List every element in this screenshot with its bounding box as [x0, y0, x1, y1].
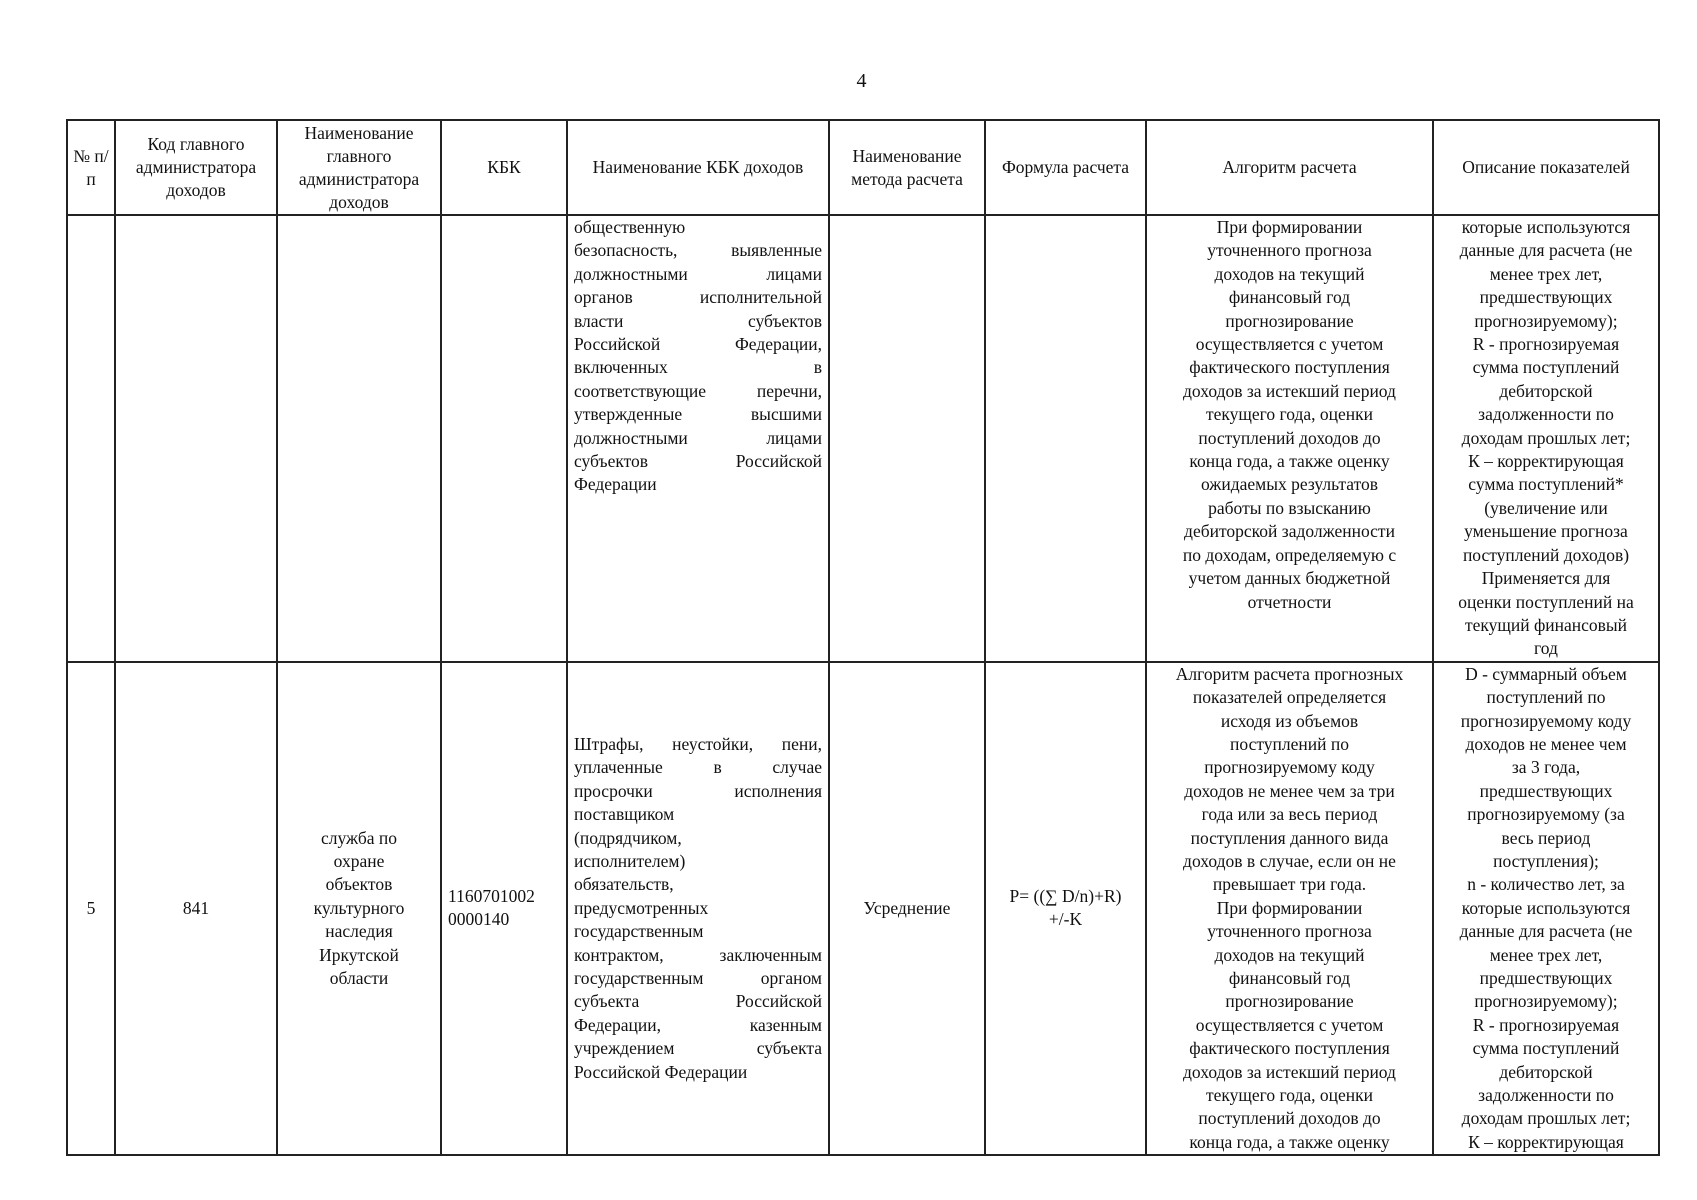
cell-text-line: R - прогнозируемая: [1472, 1014, 1620, 1035]
cell-description: [1433, 215, 1659, 662]
cell-text-line: государственным: [574, 921, 704, 942]
cell-text-line: культурного: [313, 897, 405, 918]
cell-text-line: доходов на текущий: [1214, 944, 1365, 965]
cell-text-line: 0000140: [448, 909, 510, 930]
cell-text-line: области: [329, 968, 389, 988]
cell-text-line: поступлений по: [1486, 687, 1606, 708]
cell-text-line: оценки поступлений на: [1458, 591, 1634, 612]
header-algorithm: Алгоритм расчета: [1146, 120, 1433, 215]
cell-text-line: охране: [333, 850, 385, 871]
cell-text-line: конца года, а также оценку: [1189, 1131, 1390, 1152]
cell-text-line: субъекта Российской: [574, 991, 822, 1012]
cell-text-line: субъектов Российской: [574, 451, 822, 472]
cell-text-line: соответствующие перечни,: [574, 380, 822, 401]
cell-method: [829, 215, 985, 662]
cell-text-line: исполнителем): [574, 850, 686, 871]
cell-text-line: При формировании: [1216, 897, 1363, 918]
cell-text-line: данные для расчета (не: [1459, 240, 1633, 261]
cell-text-line: дебиторской задолженности: [1184, 521, 1395, 542]
table-row-5: [67, 662, 1659, 1156]
cell-text-line: +/-K: [1048, 909, 1083, 930]
cell-text-line: работы по взысканию: [1208, 497, 1371, 518]
cell-text-line: D - суммарный объем: [1465, 663, 1627, 684]
cell-text-line: Алгоритм расчета прогнозных: [1175, 663, 1404, 684]
cell-kbk: [441, 662, 567, 1156]
cell-text-line: года или за весь период: [1201, 804, 1378, 825]
cell-text-line: Федерации, казенным: [574, 1014, 822, 1035]
cell-text-line: доходов на текущий: [1214, 263, 1365, 284]
cell-text-line: финансовый год: [1228, 968, 1351, 988]
cell-text-line: поступления данного вида: [1190, 827, 1389, 848]
cell-text-line: поступлений по: [1230, 733, 1349, 754]
cell-text-line: уплаченные в случае: [574, 757, 822, 778]
cell-text-line: сумма поступлений: [1472, 357, 1620, 378]
cell-text-line: поступлений доходов): [1462, 544, 1630, 565]
cell-text-line: поступлений доходов до: [1198, 427, 1381, 448]
cell-text-line: предшествующих: [1479, 287, 1613, 308]
cell-text-line: прогнозирование: [1225, 310, 1354, 331]
cell-text-line: P= ((∑ D/n)+R): [1009, 886, 1122, 907]
cell-text-line: Штрафы, неустойки, пени,: [574, 733, 822, 754]
cell-text-line: отчетности: [1247, 591, 1332, 612]
cell-text-line: исходя из объемов: [1220, 710, 1359, 731]
cell-text-line: фактического поступления: [1189, 357, 1390, 378]
cell-text-line: доходов за истекший период: [1183, 380, 1396, 401]
cell-admin-code: [115, 215, 277, 662]
cell-text-line: включенных в: [574, 357, 822, 378]
cell-text-line: прогнозируемому);: [1474, 991, 1618, 1012]
cell-text-line: текущего года, оценки: [1205, 1085, 1374, 1106]
cell-text-line: предшествующих: [1479, 780, 1613, 801]
cell-text-line: год: [1534, 638, 1558, 659]
cell-text-line: власти субъектов: [574, 310, 822, 331]
cell-text-line: прогнозируемому коду: [1204, 757, 1375, 778]
cell-text-line: текущего года, оценки: [1205, 404, 1374, 425]
cell-text-line: дебиторской: [1499, 1061, 1593, 1082]
cell-description: [1433, 662, 1659, 1156]
cell-text-line: конца года, а также оценку: [1189, 451, 1390, 472]
cell-text-line: объектов: [325, 874, 393, 895]
cell-text-line: поставщиком: [574, 804, 675, 825]
cell-text-line: обязательств,: [574, 874, 674, 895]
cell-text-line: наследия: [325, 921, 393, 942]
cell-text-line: общественную: [574, 217, 686, 237]
cell-admin-name: [277, 215, 441, 662]
cell-text-line: (увеличение или: [1484, 497, 1608, 518]
header-kbk: КБК: [441, 120, 567, 215]
cell-text-line: менее трех лет,: [1489, 944, 1603, 965]
cell-kbk-name: [567, 215, 829, 662]
cell-num: 5: [67, 662, 115, 1156]
cell-text-line: прогнозируемому (за: [1467, 804, 1625, 825]
cell-text-line: (подрядчиком,: [574, 827, 682, 848]
cell-text-line: Применяется для: [1481, 568, 1611, 589]
cell-text-line: К – корректирующая: [1468, 1131, 1624, 1152]
cell-text-line: текущий финансовый: [1464, 614, 1628, 635]
cell-algorithm: [1146, 215, 1433, 662]
cell-formula: [985, 662, 1146, 1156]
cell-text-line: При формировании: [1216, 217, 1363, 237]
cell-text-line: органов исполнительной: [574, 287, 822, 308]
cell-text-line: задолженности по: [1478, 1085, 1614, 1106]
cell-text-line: прогнозирование: [1225, 991, 1354, 1012]
cell-text-line: R - прогнозируемая: [1472, 334, 1620, 355]
cell-text-line: предусмотренных: [574, 897, 709, 918]
cell-kbk: [441, 215, 567, 662]
cell-text-line: дебиторской: [1499, 380, 1593, 401]
cell-text-line: прогнозируемому);: [1474, 310, 1618, 331]
cell-text-line: контрактом, заключенным: [574, 944, 822, 965]
cell-text-line: 1160701002: [448, 886, 535, 907]
cell-text-line: доходов в случае, если он не: [1183, 850, 1396, 871]
cell-kbk-name: [567, 662, 829, 1156]
cell-text-line: уточненного прогноза: [1207, 240, 1372, 261]
cell-text-line: превышает три года.: [1212, 874, 1367, 895]
cell-text-line: учреждением субъекта: [574, 1038, 822, 1059]
revenue-forecast-table: [66, 119, 1660, 1156]
cell-num: [67, 215, 115, 662]
cell-algorithm: [1146, 662, 1433, 1156]
cell-text-line: осуществляется с учетом: [1195, 1014, 1384, 1035]
cell-text-line: Федерации: [574, 474, 657, 495]
table-row-continued: [67, 215, 1659, 662]
header-admin-code: Код главного администратора доходов: [115, 120, 277, 215]
cell-text-line: просрочки исполнения: [574, 780, 822, 801]
cell-text-line: доходов не менее чем за три: [1184, 780, 1395, 801]
cell-text-line: менее трех лет,: [1489, 263, 1603, 284]
cell-text-line: которые используются: [1461, 897, 1631, 918]
header-formula: Формула расчета: [985, 120, 1146, 215]
cell-text-line: по доходам, определяемую с: [1182, 544, 1397, 565]
cell-admin-name: [277, 662, 441, 1156]
cell-text-line: государственным органом: [574, 968, 822, 988]
cell-text-line: поступления);: [1493, 850, 1599, 871]
cell-text-line: К – корректирующая: [1468, 451, 1624, 472]
cell-text-line: уточненного прогноза: [1207, 921, 1372, 942]
cell-text-line: сумма поступлений*: [1468, 474, 1624, 495]
cell-text-line: должностными лицами: [574, 263, 822, 284]
header-description: Описание показателей: [1433, 120, 1659, 215]
cell-text-line: служба по: [320, 827, 398, 848]
cell-text-line: безопасность, выявленные: [574, 240, 822, 261]
cell-text-line: должностными лицами: [574, 427, 822, 448]
cell-text-line: ожидаемых результатов: [1200, 474, 1379, 495]
cell-text-line: данные для расчета (не: [1459, 921, 1633, 942]
cell-text-line: показателей определяется: [1192, 687, 1387, 708]
cell-text-line: задолженности по: [1478, 404, 1614, 425]
cell-admin-code: 841: [115, 662, 277, 1156]
cell-text-line: поступлений доходов до: [1198, 1108, 1381, 1129]
cell-text-line: доходам прошлых лет;: [1461, 427, 1631, 448]
cell-text-line: Иркутской: [319, 944, 399, 965]
cell-text-line: уменьшение прогноза: [1464, 521, 1628, 542]
cell-text-line: которые используются: [1461, 217, 1631, 237]
cell-text-line: сумма поступлений: [1472, 1038, 1620, 1059]
header-method: Наименование метода расчета: [829, 120, 985, 215]
cell-text-line: Российской Федерации,: [574, 334, 822, 355]
cell-method: Усреднение: [829, 662, 985, 1156]
cell-text-line: доходов за истекший период: [1183, 1061, 1396, 1082]
header-kbk-name: Наименование КБК доходов: [567, 120, 829, 215]
cell-text-line: предшествующих: [1479, 968, 1613, 988]
cell-text-line: учетом данных бюджетной: [1188, 568, 1391, 589]
cell-text-line: утвержденные высшими: [574, 404, 822, 425]
cell-text-line: доходов не менее чем: [1465, 733, 1627, 754]
cell-formula: [985, 215, 1146, 662]
table-header-row: [67, 120, 1659, 215]
cell-text-line: весь период: [1501, 827, 1591, 848]
cell-text-line: Российской Федерации: [574, 1061, 748, 1082]
cell-text-line: фактического поступления: [1189, 1038, 1390, 1059]
cell-text-line: прогнозируемому коду: [1460, 710, 1632, 731]
cell-text-line: за 3 года,: [1511, 757, 1581, 778]
header-num: № п/п: [67, 120, 115, 215]
cell-text-line: доходам прошлых лет;: [1461, 1108, 1631, 1129]
cell-text-line: n - количество лет, за: [1467, 874, 1625, 895]
cell-text-line: финансовый год: [1228, 287, 1351, 308]
page-number: 4: [856, 70, 867, 92]
cell-text-line: осуществляется с учетом: [1195, 334, 1384, 355]
header-admin-name: Наименование главного администратора доходов: [277, 120, 441, 215]
